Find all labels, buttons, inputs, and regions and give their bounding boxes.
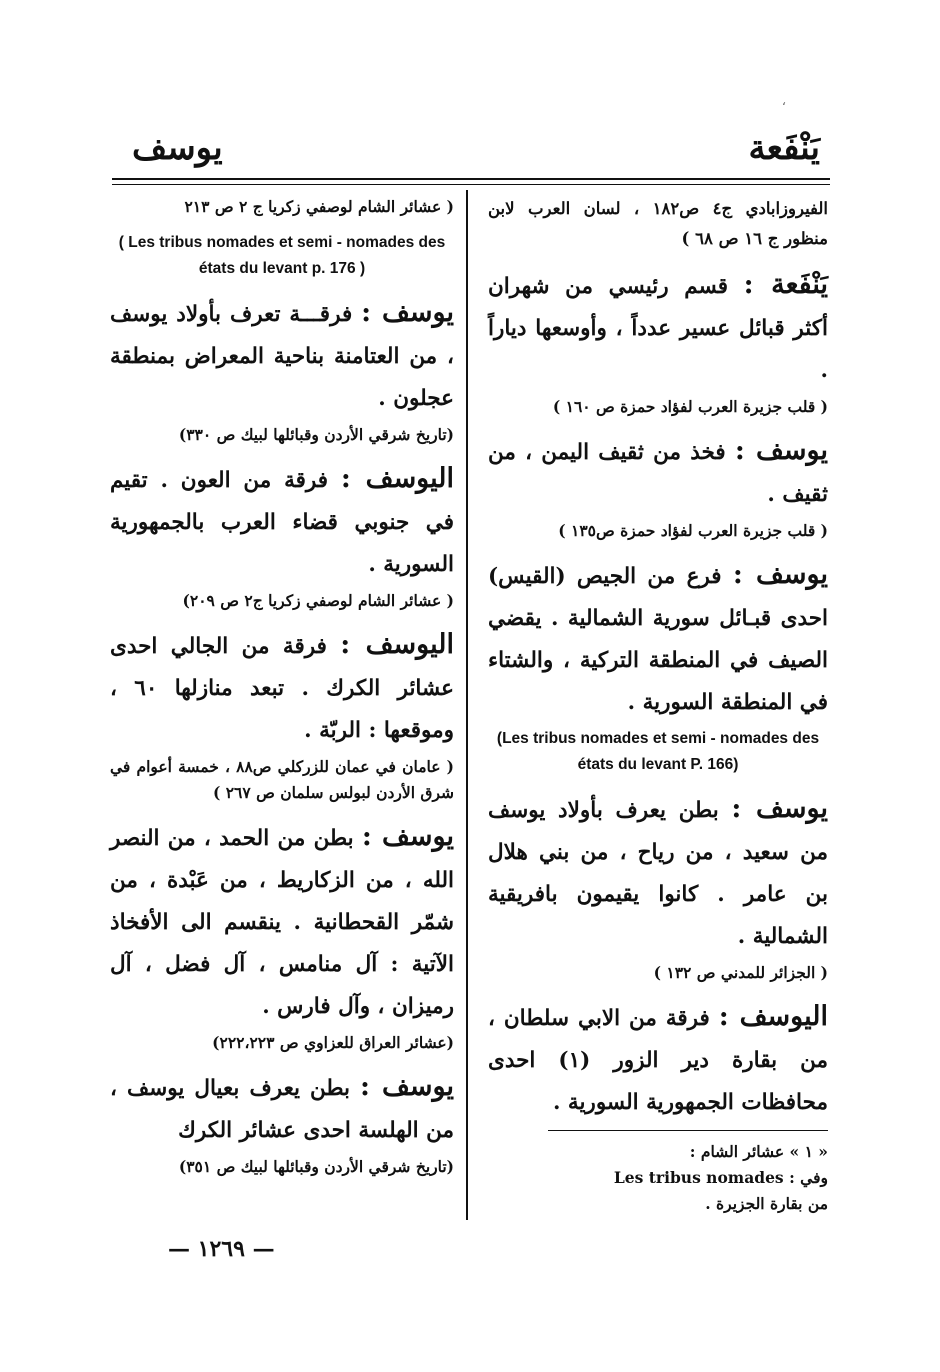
footnote-rule (548, 1130, 828, 1131)
entry-text: فرقة من الجالي احدى عشائر الكرك . تبعد منازلها ٦٠ ، وموقعها : الربّة . (110, 634, 454, 743)
reference-latin: ( Les tribus nomades et semi - nomades des états du levant p. 176 ) (118, 234, 446, 277)
entry-text: فرقة من العون . تقيم في جنوبي قضاء العرب بالجمهورية السورية . (110, 468, 454, 577)
entry-headword: يوسف : (361, 297, 454, 328)
entry-text: قسم رئيسي من شهران أكثر قبائل عسير عدداً ، وأوسعها دياراً . (488, 274, 828, 383)
header-rule (112, 178, 830, 180)
entry-text: بطن يعرف بعيال يوسف ، من الهلسة احدى عشائر الكرك (110, 1076, 454, 1143)
reference: (عشائر العراق للعزاوي ص ٢٢٢،٢٢٣) (212, 1033, 454, 1052)
footnote-line: وفي : Les tribus nomades (613, 1168, 828, 1187)
entry (110, 624, 454, 752)
entry-text: فرقة من الابي سلطان ، من بقارة دير الزور (١) احدى محافظات الجمهورية السورية . (488, 1006, 828, 1115)
entry-text: فرقـــة تعرف بأولاد يوسف ، من العتامنة بناحية المعراض بمنطقة عجلون . (110, 302, 454, 411)
left-column (110, 192, 454, 1190)
entry-headword: يوسف : (734, 435, 829, 466)
entry (110, 816, 454, 1028)
entry-text: بطن يعرف بأولاد يوسف من سعيد ، من رياح ، من بني هلال بن عامر . كانوا يقيمون بافريقية الشمالية . (488, 798, 828, 949)
entry-headword: يوسف : (731, 793, 828, 824)
entry-text: فرع من الجيص (القيس) احدى قبـائل سورية الشمالية . يقضي الصيف في المنطقة التركية ، والشتاء في المنطقة السورية . (488, 564, 828, 715)
entry-headword: اليوسف : (340, 629, 454, 660)
footnote-line: « ١ » عشائر الشام : (689, 1142, 828, 1161)
reference: (تاريخ شرقي الأردن وقبائلها لبيك ص ٣٥١) (178, 1157, 454, 1176)
entry-text: فخذ من ثقيف اليمن ، من ثقيف . (488, 440, 828, 507)
reference: ( عشائر الشام لوصفي زكريا ج٢ ص ٢٠٩) (182, 591, 454, 610)
entry (488, 788, 828, 958)
reference-latin: (Les tribus nomades et semi - nomades des états du levant P. 166) (496, 730, 820, 773)
entry-headword: اليوسف : (718, 1001, 828, 1032)
scan-speck: ʻ (782, 100, 786, 114)
entry (488, 430, 828, 516)
entry-headword: يوسف : (732, 559, 828, 590)
right-column (488, 192, 828, 1217)
footnote-line: من بقارة الجزيرة . (705, 1194, 828, 1213)
page-number: — ١٢٦٩ — (168, 1236, 275, 1262)
entry-headword: يوسف : (361, 821, 454, 852)
reference: ( عشائر الشام لوصفي زكريا ج ٢ ص ٢١٣ (184, 197, 454, 216)
header-left-word: يوسف (132, 128, 223, 168)
header-rule-thin (112, 184, 830, 185)
header-right-word: يَنْفَعة (748, 128, 820, 168)
reference: ( الجزائر للمدني ص ١٣٢ ) (653, 963, 828, 982)
entry (488, 554, 828, 724)
entry-headword: يوسف : (360, 1071, 454, 1102)
reference: ( عامان في عمان للزركلي ص٨٨ ، خمسة أعوام في شرق الأردن لبولس سلمان ص ٢٦٧ ) (110, 757, 454, 802)
reference: ( قلب جزيرة العرب لفؤاد حمزة ص ١٦٠ ) (552, 397, 828, 416)
reference: (تاريخ شرقي الأردن وقبائلها لبيك ص ٣٣٠) (178, 425, 454, 444)
entry (488, 996, 828, 1124)
entry (110, 292, 454, 420)
entry (110, 1066, 454, 1152)
reference: ( قلب جزيرة العرب لفؤاد حمزة ص١٣٥ ) (558, 521, 828, 540)
reference: الفيروزابادي ج٤ ص١٨٢ ، لسان العرب لابن منظور ج ١٦ ص ٦٨ ) (488, 199, 829, 248)
entry-text: بطن من الحمد ، من النصر الله ، من الزكاريط ، من عَبْدة ، من شمّر القحطانية . ينقسم الى الأفخاذ الآتية : آل منامس ، آل فضل ، آل رميزان ، وآل فارس . (110, 826, 454, 1019)
column-divider (466, 190, 468, 1220)
entry-headword: يَنْفَعة : (743, 269, 828, 300)
entry-headword: اليوسف : (340, 463, 455, 494)
entry (488, 264, 828, 392)
entry (110, 458, 454, 586)
